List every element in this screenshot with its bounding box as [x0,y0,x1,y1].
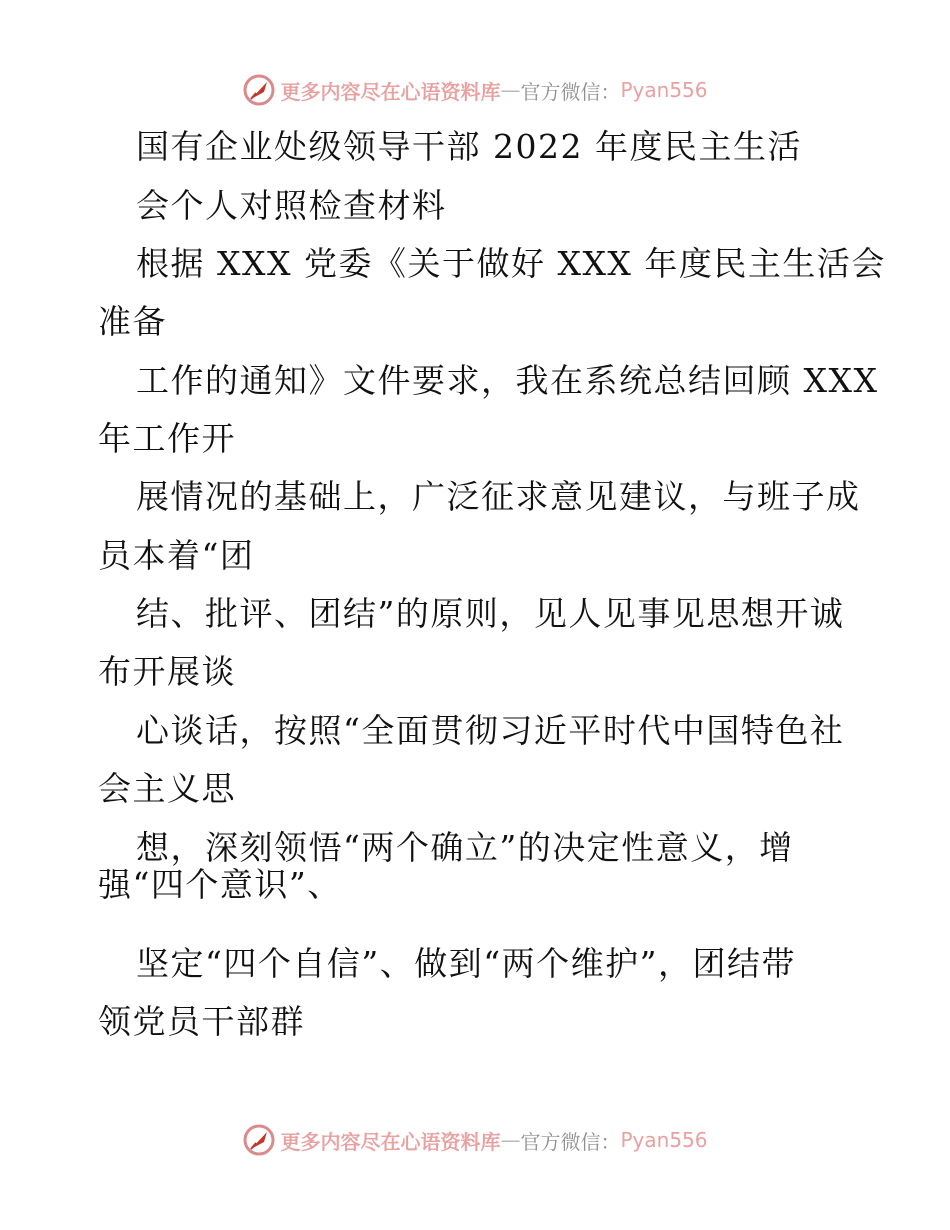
watermark-dash: — [500,78,521,102]
quill-logo-icon [242,1123,276,1157]
watermark-wechat-label: 官方微信： [520,1129,621,1154]
doc-title-line-1: 国有企业处级领导干部 2022 年度民主生活 [136,127,802,166]
doc-text-line: 布开展谈 [98,652,236,691]
doc-text-line: 准备 [98,302,167,341]
doc-text-line: 结、批评、团结”的原则，见人见事见思想开诚 [136,594,845,633]
watermark-wechat-label: 官方微信： [520,79,621,104]
watermark-dash: — [500,1128,521,1152]
doc-text-line: 年工作开 [98,419,236,458]
doc-text-line: 强“四个意识”、 [98,865,342,904]
doc-text-line: 想，深刻领悟“两个确立”的决定性意义，增 [136,828,794,867]
doc-title-line-2: 会个人对照检查材料 [136,186,447,225]
watermark-main-text: 更多内容尽在心语资料库 [280,1129,501,1154]
doc-text-line: 工作的通知》文件要求，我在系统总结回顾 XXX [136,361,879,400]
doc-text-line: 展情况的基础上，广泛征求意见建议，与班子成 [136,477,861,516]
watermark-wechat-id: Pyan556 [620,78,708,102]
doc-text-line: 坚定“四个自信”、做到“两个维护”，团结带 [136,944,796,983]
doc-text-line: 员本着“团 [98,536,255,575]
watermark-wechat-id: Pyan556 [620,1128,708,1152]
doc-text-line: 领党员干部群 [98,1002,305,1041]
doc-text-line: 心谈话，按照“全面贯彻习近平时代中国特色社 [136,711,845,750]
footer-watermark [0,1120,950,1160]
watermark-main-text: 更多内容尽在心语资料库 [280,79,501,104]
doc-text-line: 会主义思 [98,769,236,808]
doc-text-line: 根据 XXX 党委《关于做好 XXX 年度民主生活会 [136,244,886,283]
